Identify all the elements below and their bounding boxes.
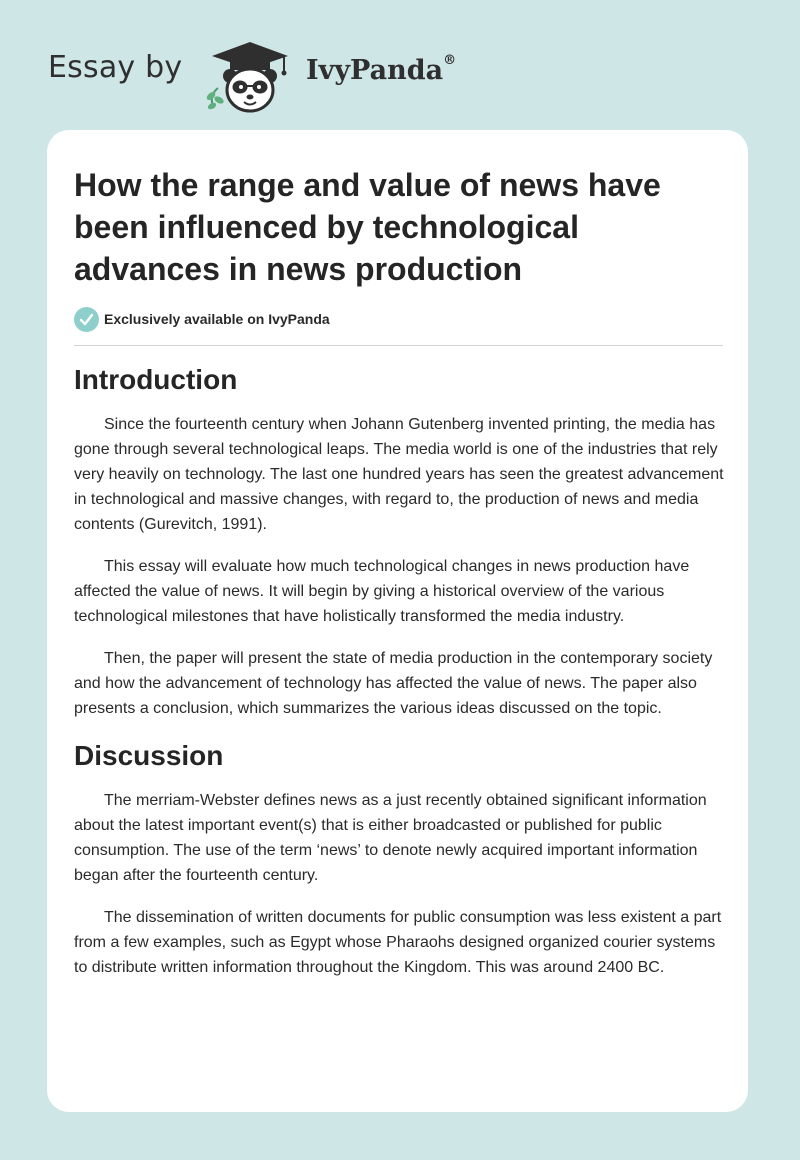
brand-name: IvyPanda bbox=[306, 55, 444, 86]
brand-logo-text[interactable] bbox=[306, 55, 456, 86]
panda-graduate-icon[interactable] bbox=[200, 36, 300, 116]
exclusive-label: Exclusively available on IvyPanda bbox=[104, 311, 330, 327]
essay-body bbox=[74, 362, 724, 997]
section-heading-discussion: Discussion bbox=[74, 740, 224, 771]
paragraph: Since the fourteenth century when Johann Gutenberg invented printing, the media has gone through several technological leaps. The media world is one of the industries that rely very heavily on technology. The last one hundred years has seen the greatest advancement in technological and massive changes, with regard to, the production of news and media contents (Gurevitch, 1991). bbox=[74, 416, 724, 533]
section-heading-introduction: Introduction bbox=[74, 364, 238, 395]
paragraph: The merriam-Webster defines news as a just recently obtained significant information about the latest important event(s) that is either broadcasted or published for public consumption. The use of the term ‘news’ to denote newly acquired important information began after the fourteenth century. bbox=[74, 792, 707, 884]
essay-title: How the range and value of news have been influenced by technological advances in news production bbox=[74, 167, 661, 287]
check-circle-icon bbox=[74, 307, 99, 332]
exclusive-badge bbox=[74, 306, 330, 332]
essay-by-label: Essay by bbox=[48, 50, 183, 85]
essay-card bbox=[47, 130, 748, 1112]
registered-mark: ® bbox=[443, 53, 457, 68]
paragraph: This essay will evaluate how much technological changes in news production have affected the value of news. It will begin by giving a historical overview of the various technological milestones that have holistically transformed the media industry. bbox=[74, 558, 690, 625]
title-divider bbox=[74, 345, 723, 346]
paragraph: Then, the paper will present the state of media production in the contemporary society and how the advancement of technology has affected the value of news. The paper also presents a conclusion, which summarizes the various ideas discussed on the topic. bbox=[74, 650, 713, 717]
paragraph: The dissemination of written documents for public consumption was less existent a part from a few examples, such as Egypt whose Pharaohs designed organized courier systems to distribute written information throughout the Kingdom. This was around 2400 BC. bbox=[74, 909, 722, 976]
site-header bbox=[48, 28, 508, 112]
